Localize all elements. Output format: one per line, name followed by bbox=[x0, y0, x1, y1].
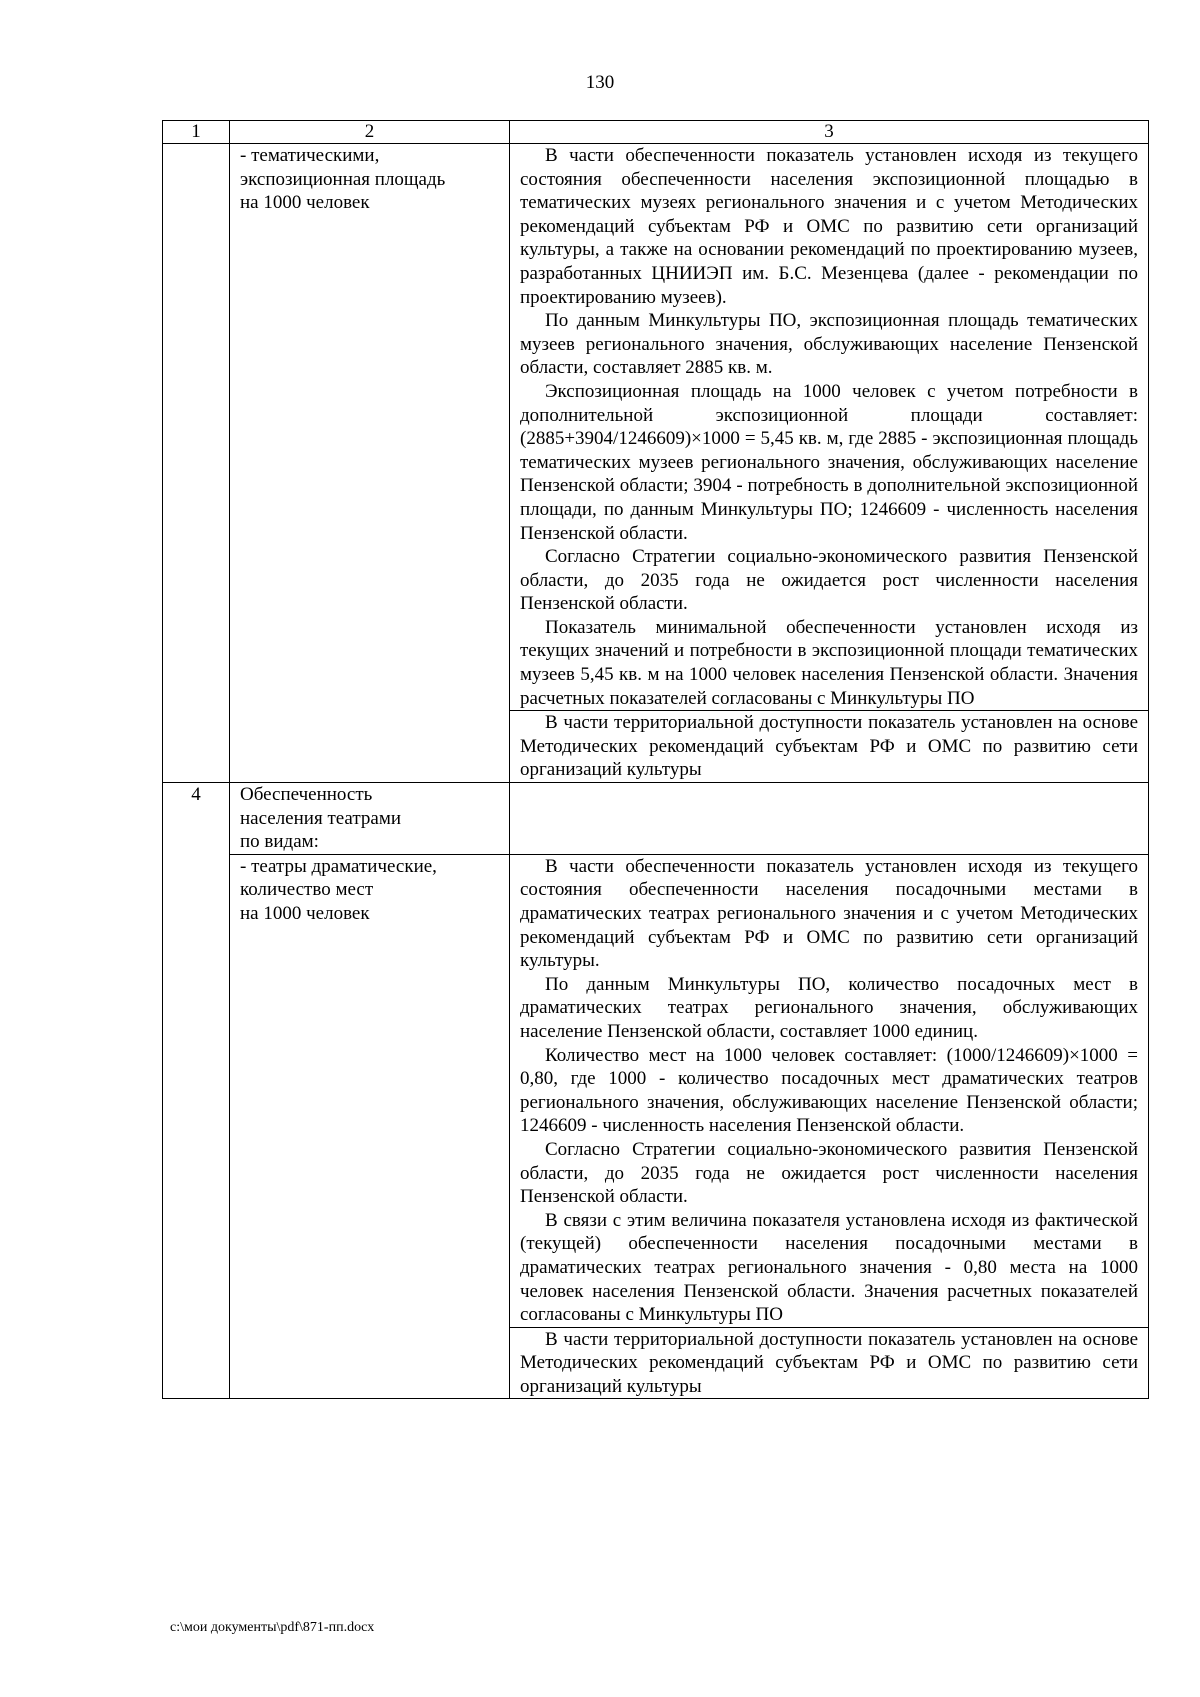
indicator-title-line: Обеспеченность bbox=[240, 784, 373, 806]
provision-paragraph: Согласно Стратегии социально-экономического развития Пензенской области, до 2035 года не ожидается рост численности населения Пензенской области. bbox=[520, 1138, 1138, 1208]
provision-paragraph: Количество мест на 1000 человек составляет: (1000/1246609)×1000 = 0,80, где 1000 - количество посадочных мест драматических театров регионального значения, обслуживающих население Пензенской области; 1246609 - численность населения Пензенской области. bbox=[520, 1044, 1138, 1137]
provision-paragraph: Экспозиционная площадь на 1000 человек с учетом потребности в дополнительной экспозиционной площади составляет: (2885+3904/1246609)×1000 = 5,45 кв. м, где 2885 - экспозиционная площадь тематических музеев регионального значения, обслуживающих население Пензенской области; 3904 - потребность в дополнительной экспозиционной площади, по данным Минкультуры ПО; 1246609 - численность населения Пензенской области. bbox=[520, 380, 1138, 544]
table-row bbox=[163, 783, 1149, 855]
territorial-access-cell bbox=[510, 711, 1149, 783]
indicator-title-line: населения театрами bbox=[240, 807, 402, 829]
indicator-line: количество мест bbox=[240, 879, 374, 901]
indicator-line: на 1000 человек bbox=[240, 903, 370, 924]
row-number-cell bbox=[163, 144, 230, 783]
header-cell-1: 1 bbox=[163, 121, 230, 144]
indicator-line: - театры драматические, bbox=[240, 855, 437, 877]
table-row bbox=[163, 144, 1149, 711]
provision-cell bbox=[510, 854, 1149, 1327]
provision-paragraph: По данным Минкультуры ПО, экспозиционная площадь тематических музеев регионального значения, обслуживающих население Пензенской области, составляет 2885 кв. м. bbox=[520, 310, 1138, 379]
provision-cell bbox=[510, 144, 1149, 711]
page-number: 130 bbox=[585, 72, 615, 93]
table-row bbox=[163, 854, 1149, 1327]
header-cell-2: 2 bbox=[230, 121, 510, 144]
provision-paragraph: В части обеспеченности показатель установлен исходя из текущего состояния обеспеченности населения экспозиционной площадью в тематических музеях регионального значения и с учетом Методических рекомендаций субъектам РФ и ОМС по развитию сети организаций культуры, а также на основании рекомендаций по проектированию музеев, разработанных ЦНИИЭП им. Б.С. Мезенцева (далее - рекомендации по проектированию музеев). bbox=[520, 145, 1138, 308]
empty-cell bbox=[510, 783, 1149, 855]
indicator-cell bbox=[230, 144, 510, 783]
footer-file-path: c:\мои документы\pdf\871-пп.docx bbox=[170, 1620, 375, 1635]
row-number-cell: 4 bbox=[163, 783, 230, 1399]
indicator-line: на 1000 человек bbox=[240, 192, 370, 214]
header-cell-3: 3 bbox=[510, 121, 1149, 144]
indicator-line: - тематическими, bbox=[240, 145, 380, 166]
provision-paragraph: В связи с этим величина показателя установлена исходя из фактической (текущей) обеспеченности населения посадочными местами в драматических театрах регионального значения - 0,80 места на 1000 человек населения Пензенской области. Значения расчетных показателей согласованы с Минкультуры ПО bbox=[520, 1209, 1138, 1326]
indicator-cell bbox=[230, 854, 510, 1399]
provision-paragraph: Согласно Стратегии социально-экономического развития Пензенской области, до 2035 года не ожидается рост численности населения Пензенской области. bbox=[520, 546, 1138, 615]
provision-paragraph: По данным Минкультуры ПО, количество посадочных мест в драматических театрах регионального значения, обслуживающих население Пензенской области, составляет 1000 единиц. bbox=[520, 973, 1138, 1042]
table-header-row bbox=[163, 121, 1149, 144]
territorial-paragraph: В части территориальной доступности показатель установлен на основе Методических рекомендаций субъектам РФ и ОМС по развитию сети организаций культуры bbox=[520, 712, 1138, 781]
provision-paragraph: В части обеспеченности показатель установлен исходя из текущего состояния обеспеченности населения посадочными местами в драматических театрах регионального значения и с учетом Методических рекомендаций субъектам РФ и ОМС по развитию сети организаций культуры. bbox=[520, 855, 1138, 972]
indicators-table bbox=[162, 120, 1149, 1399]
indicator-line: экспозиционная площадь bbox=[240, 168, 446, 190]
provision-paragraph: Показатель минимальной обеспеченности установлен исходя из текущих значений и потребности в экспозиционной площади тематических музеев 5,45 кв. м на 1000 человек населения Пензенской области. Значения расчетных показателей согласованы с Минкультуры ПО bbox=[520, 616, 1138, 709]
indicator-title-line: по видам: bbox=[240, 831, 319, 853]
territorial-access-cell bbox=[510, 1327, 1149, 1399]
territorial-paragraph: В части территориальной доступности показатель установлен на основе Методических рекомендаций субъектам РФ и ОМС по развитию сети организаций культуры bbox=[520, 1328, 1138, 1397]
indicator-title-cell bbox=[230, 783, 510, 855]
